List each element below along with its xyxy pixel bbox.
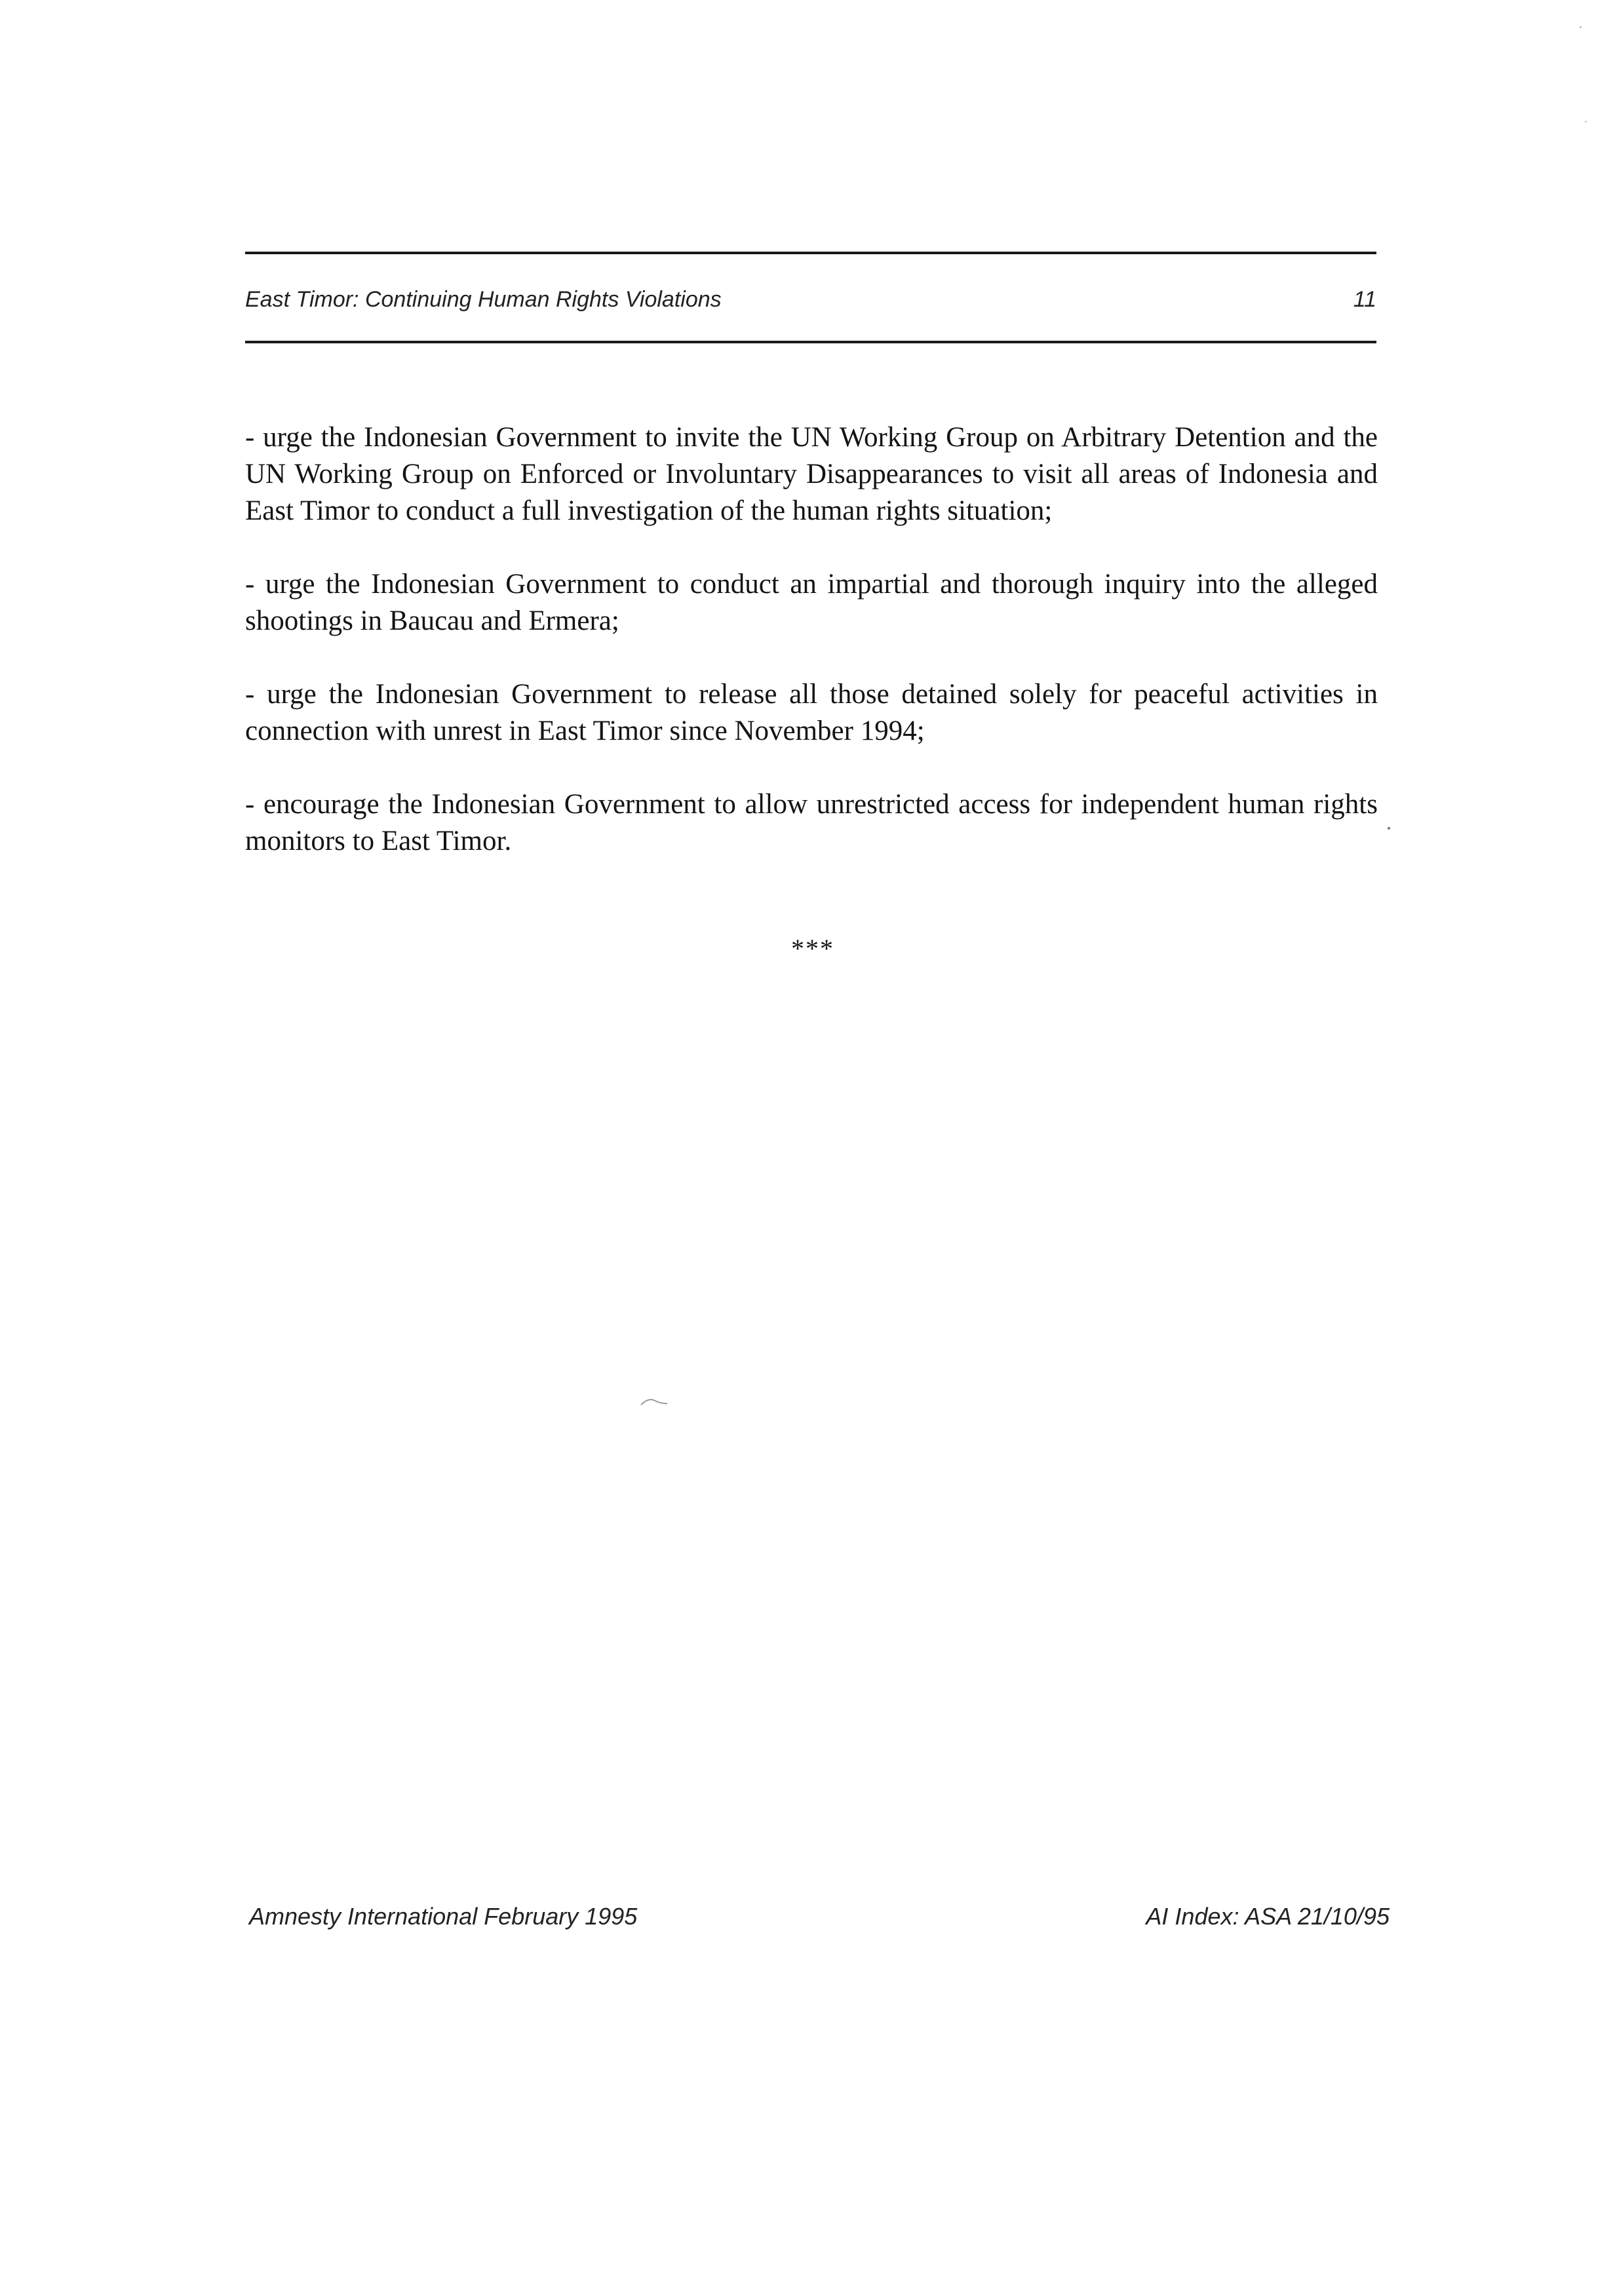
scan-speck (1388, 827, 1390, 830)
recommendation-paragraph: - urge the Indonesian Government to release all those detained solely for peaceful activities in connection with unrest in East Timor since November 1994; (245, 679, 1378, 746)
footer-ai-index: AI Index: ASA 21/10/95 (1146, 1903, 1390, 1930)
header-top-rule (245, 252, 1376, 254)
recommendations-list (245, 419, 1378, 896)
section-separator: *** (791, 934, 834, 963)
recommendation-paragraph: - urge the Indonesian Government to conduct an impartial and thorough inquiry into the alleged shootings in Baucau and Ermera; (245, 569, 1378, 636)
scan-speck (1585, 121, 1587, 123)
recommendation-paragraph: - encourage the Indonesian Government to allow unrestricted access for independent human rights monitors to East Timor. (245, 789, 1378, 856)
page-number: 11 (1353, 287, 1376, 312)
running-header-title: East Timor: Continuing Human Rights Violations (245, 287, 722, 312)
scan-mark (640, 1396, 670, 1407)
footer-publisher-date: Amnesty International February 1995 (249, 1903, 638, 1930)
recommendation-paragraph: - urge the Indonesian Government to invite the UN Working Group on Arbitrary Detention and the UN Working Group on Enforced or Involuntary Disappearances to visit all areas of Indonesia and East Timor to conduct a full investigation of the human rights situation; (245, 422, 1378, 526)
header-bottom-rule (245, 341, 1376, 343)
scan-speck (1580, 26, 1582, 28)
